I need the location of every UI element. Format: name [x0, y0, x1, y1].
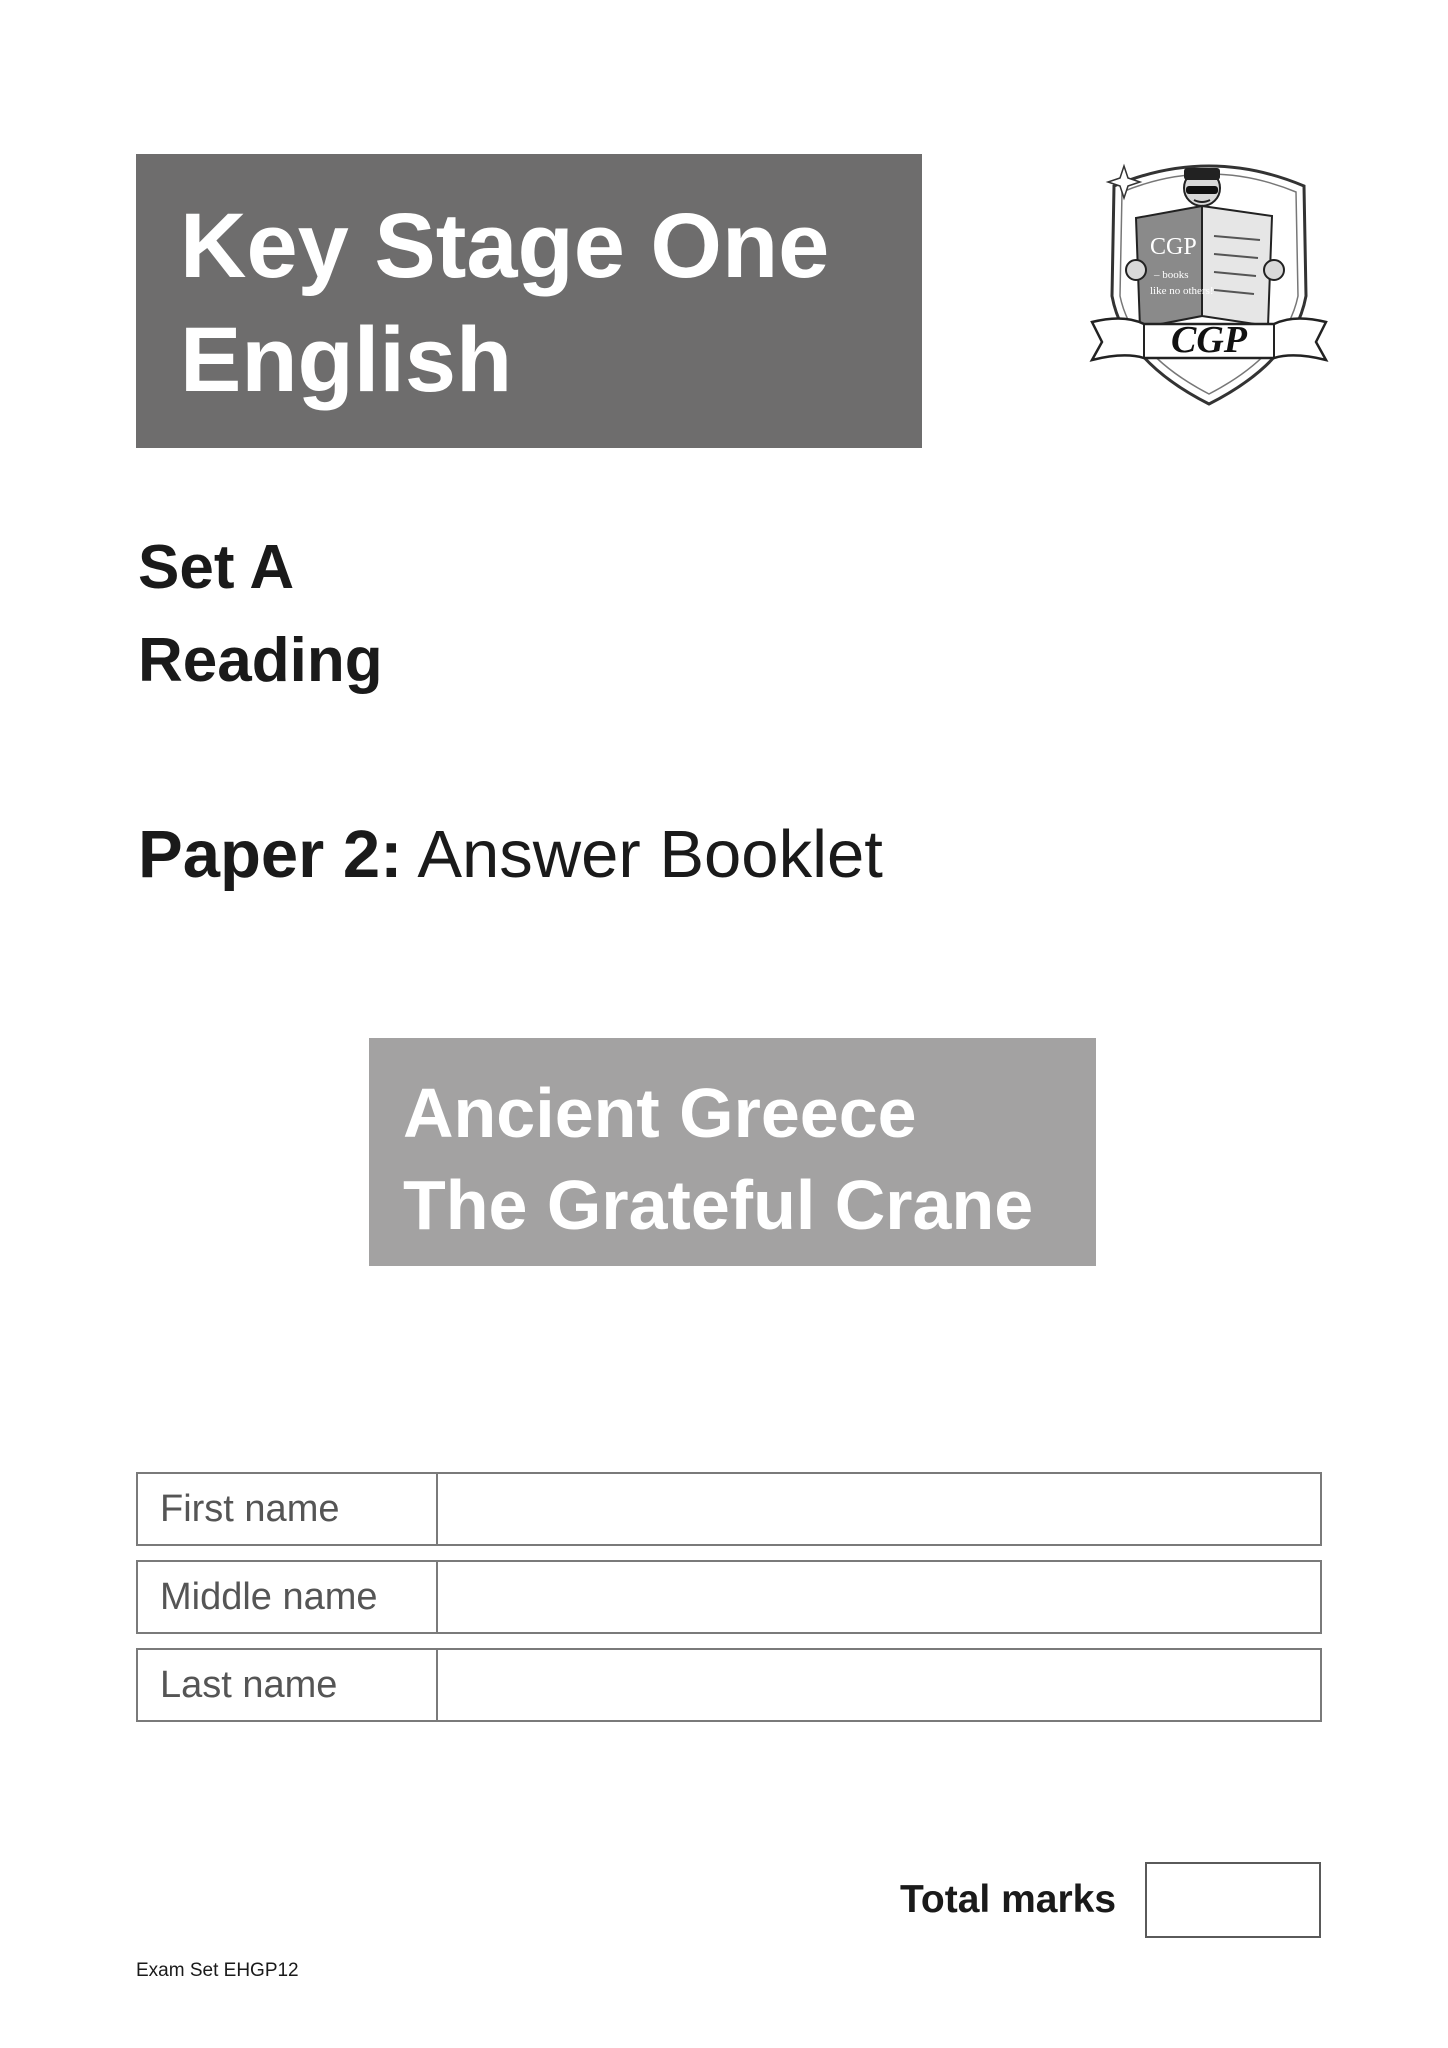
- middle-name-label: Middle name: [138, 1562, 438, 1632]
- story-banner: [369, 1038, 1096, 1266]
- title-banner: [136, 154, 922, 448]
- story-title-2: The Grateful Crane: [403, 1166, 1034, 1244]
- last-name-label: Last name: [138, 1650, 438, 1720]
- paper-type: Answer Booklet: [417, 817, 883, 892]
- svg-text:like no others!: like no others!: [1150, 285, 1214, 297]
- title-line-2: English: [180, 309, 513, 411]
- story-title-1: Ancient Greece: [403, 1074, 917, 1152]
- first-name-row: [136, 1472, 1322, 1546]
- last-name-row: [136, 1648, 1322, 1722]
- title-line-1: Key Stage One: [180, 195, 830, 297]
- middle-name-row: [136, 1560, 1322, 1634]
- logo-text: CGP: [1171, 319, 1247, 361]
- total-marks-label: Total marks: [900, 1878, 1117, 1921]
- exam-code: Exam Set EHGP12: [136, 1960, 299, 1981]
- first-name-field[interactable]: [438, 1474, 1320, 1544]
- subject-label: Reading: [138, 626, 383, 695]
- cgp-logo: [1084, 146, 1334, 408]
- svg-text:– books: – books: [1154, 269, 1189, 281]
- total-marks-box[interactable]: [1145, 1862, 1321, 1938]
- first-name-label: First name: [138, 1474, 438, 1544]
- paper-number: Paper 2:: [138, 817, 403, 892]
- logo-book-text: CGP: [1150, 234, 1197, 260]
- cgp-logo-graphic: [1084, 146, 1334, 408]
- middle-name-field[interactable]: [438, 1562, 1320, 1632]
- paper-title: [138, 817, 883, 892]
- set-label: Set A: [138, 533, 295, 602]
- last-name-field[interactable]: [438, 1650, 1320, 1720]
